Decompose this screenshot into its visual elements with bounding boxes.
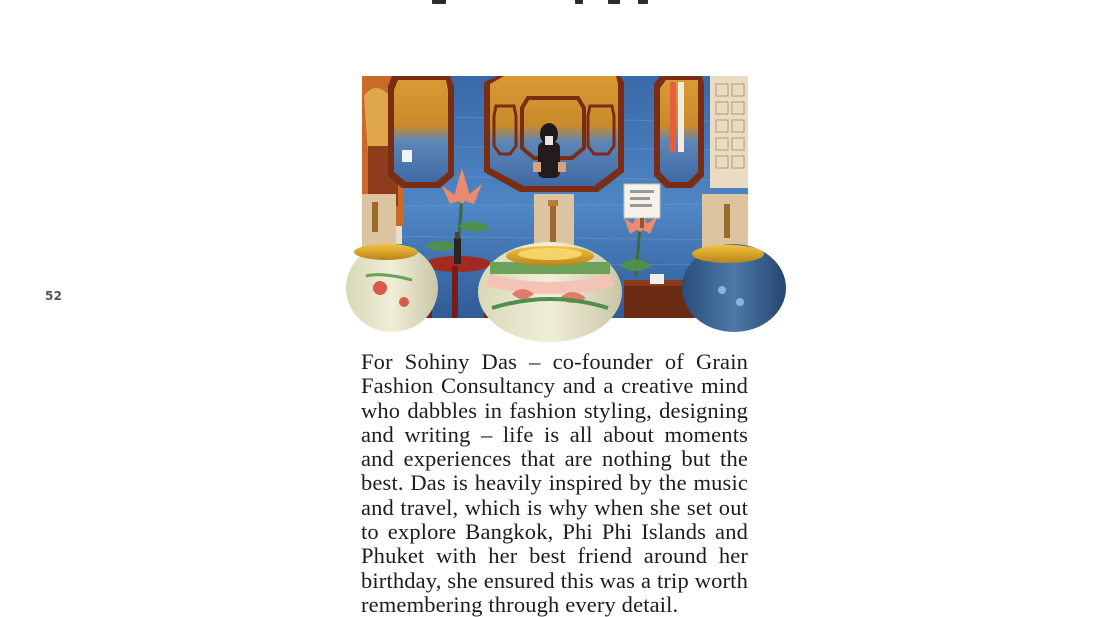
page-number: 52 — [45, 289, 63, 303]
article-photo — [362, 76, 748, 318]
cropped-heading-fragment — [360, 0, 750, 6]
article-body-text: For Sohiny Das – co-founder of Grain Fashion Consultancy and a creative mind who dabbles in fashion styling, designing and writing – life is all about moments and experiences that are nothing but the best. Das is heavily inspired by the music and travel, which is why when she set out to explore Bangkok, Phi Phi Islands and Phuket with her best friend around her birthday, she ensured this was a trip worth remembering through every detail. — [361, 349, 748, 617]
